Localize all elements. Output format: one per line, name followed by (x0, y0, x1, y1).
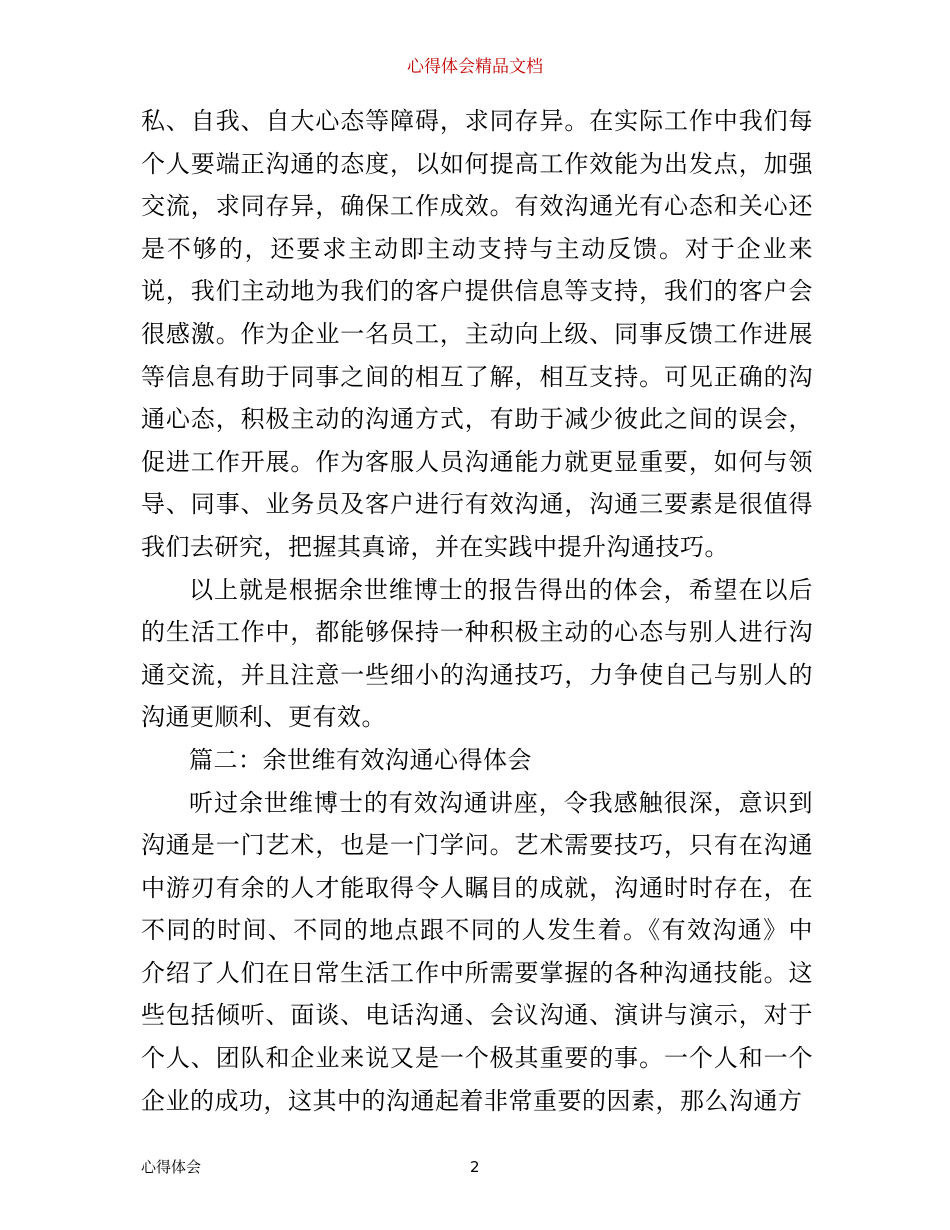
paragraph-summary: 以上就是根据余世维博士的报告得出的体会，希望在以后的生活工作中，都能够保持一种积极主动的心态与别人进行沟通交流，并且注意一些细小的沟通技巧，力争使自己与别人的沟通更顺利、更有效。 (141, 575, 813, 732)
footer-label: 心得体会 (141, 1158, 202, 1176)
document-body (141, 100, 813, 1122)
page-header: 心得体会精品文档 (407, 57, 543, 77)
section-heading: 篇二：余世维有效沟通心得体会 (189, 745, 532, 774)
paragraph-continued: 私、自我、自大心态等障碍，求同存异。在实际工作中我们每个人要端正沟通的态度，以如何提高工作效能为出发点，加强交流，求同存异，确保工作成效。有效沟通光有心态和关心还是不够的，还要求主动即主动支持与主动反馈。对于企业来说，我们主动地为我们的客户提供信息等支持，我们的客户会很感激。作为企业一名员工，主动向上级、同事反馈工作进展等信息有助于同事之间的相互了解，相互支持。可见正确的沟通心态，积极主动的沟通方式，有助于减少彼此之间的误会，促进工作开展。作为客服人员沟通能力就更显重要，如何与领导、同事、业务员及客户进行有效沟通，沟通三要素是很值得我们去研究，把握其真谛，并在实践中提升沟通技巧。 (141, 107, 813, 561)
page-number: 2 (470, 1158, 480, 1176)
page-footer (141, 1156, 813, 1178)
paragraph-section-two: 听过余世维博士的有效沟通讲座，令我感触很深，意识到沟通是一门艺术，也是一门学问。艺术需要技巧，只有在沟通中游刃有余的人才能取得令人瞩目的成就，沟通时时存在，在不同的时间、不同的地点跟不同的人发生着。《有效沟通》中介绍了人们在日常生活工作中所需要掌握的各种沟通技能。这些包括倾听、面谈、电话沟通、会议沟通、演讲与演示，对于个人、团队和企业来说又是一个极其重要的事。一个人和一个企业的成功，这其中的沟通起着非常重要的因素，那么沟通方 (141, 788, 813, 1115)
